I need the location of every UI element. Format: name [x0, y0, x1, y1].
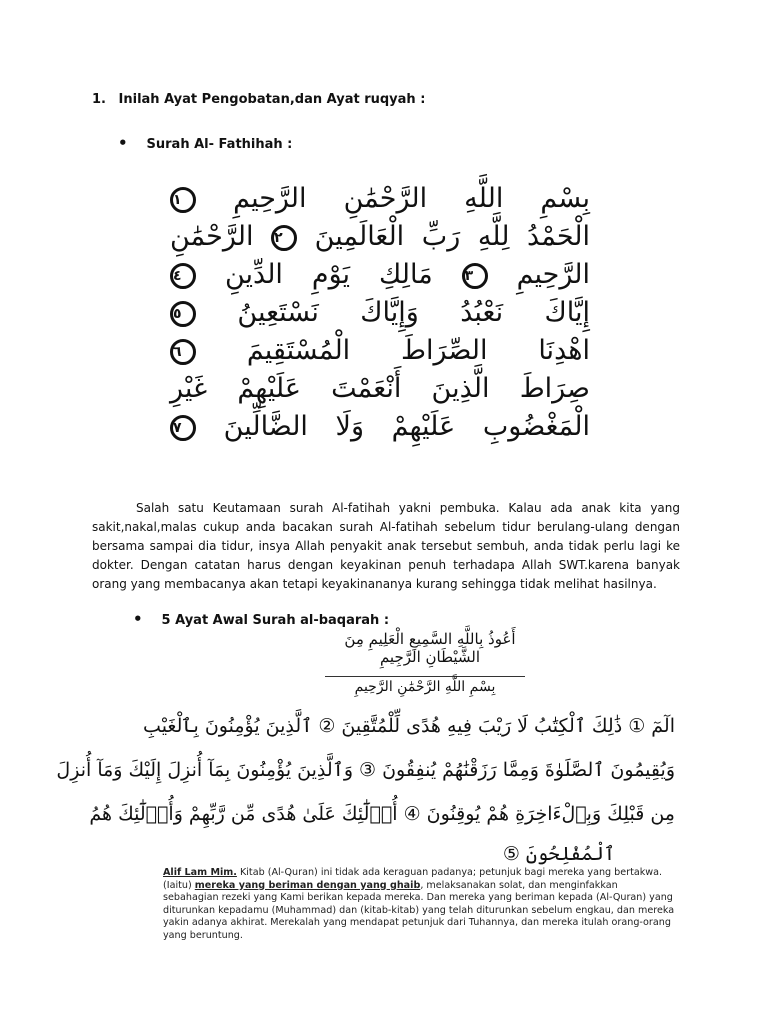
baqarah-verse-line: مِن قَبْلِكَ وَبِٱلْءَاخِرَةِ هُمْ يُوقِنُونَ ④ أُو۟لَٰٓئِكَ عَلَىٰ هُدًى مِّن رَّبِّهِمْ وَأُو۟لَٰٓئِكَ هُمُ: [89, 803, 675, 825]
basmalah-text: بِسْمِ اللَّهِ الرَّحْمَٰنِ الرَّحِيمِ: [325, 676, 525, 695]
fatihah-verse-line: [170, 180, 590, 218]
fatihah-verse-line: [170, 294, 590, 332]
bullet-fatihah: [118, 134, 292, 152]
fatihah-image: [170, 180, 590, 480]
verse-number: ٧: [170, 415, 196, 441]
paragraph-text: Salah satu Keutamaan surah Al-fatihah yakni pembuka. Kalau ada anak kita yang sakit,nakal,malas cukup anda bacakan surah Al-fatihah sebelum tidur berulang-ulang dengan bersama sampai dia tidur, insya Allah penyakit anak tersebut sembuh, anda tidak perlu lagi ke dokter. Dengan catatan harus dengan keyakinan penuh terhadapa Allah SWT.karena banyak orang yang membacanya akan tetapi keyakinananya kurang sehingga tidak melihat hasilnya.: [92, 501, 680, 591]
bullet-dot-icon: •: [118, 134, 128, 152]
translation-text: Kitab (Al-Quran) ini tidak ada keraguan padanya; petunjuk bagi mereka yang bertakwa. (Iaitu): [163, 867, 663, 891]
fatihah-verse-line: [170, 332, 590, 370]
baqarah-verse-line: ٱلْمُفْلِحُونَ ⑤: [502, 843, 615, 865]
fatihah-paragraph: [92, 499, 680, 594]
verse-number: ٣: [462, 263, 488, 289]
bullet-baqarah-label: 5 Ayat Awal Surah al-baqarah :: [161, 613, 390, 628]
translation-bold: mereka yang beriman dengan yang ghaib: [194, 879, 421, 891]
verse-text: اهْدِنَا الصِّرَاطَ الْمُسْتَقِيمَ: [246, 335, 590, 366]
verse-number: ٦: [170, 339, 196, 365]
section-heading: [92, 92, 425, 107]
verse-number: ١: [170, 187, 196, 213]
verse-text: إِيَّاكَ نَعْبُدُ وَإِيَّاكَ نَسْتَعِينُ: [237, 297, 590, 328]
bullet-fatihah-label: Surah Al- Fathihah :: [146, 137, 293, 152]
verse-text: الْمَغْضُوبِ عَلَيْهِمْ وَلَا الضَّالِّينَ: [223, 411, 591, 442]
translation-text: , melaksanakan solat, dan menginfakkan sebahagian rezeki yang Kami berikan kepada mereka. Dan mereka yang beriman kepada (Al-Quran) yang diturunkan kepadamu (Muhammad) dan (kitab-kitab) yang telah diturunkan sebelum engkau, dan mereka yakin adanya akhirat. Merekalah yang mendapat petunjuk dari Tuhannya, dan mereka itulah orang-orang yang beruntung.: [163, 879, 675, 941]
baqarah-translation: [163, 867, 675, 942]
verse-number: ٢: [271, 225, 297, 251]
verse-text: مَالِكِ يَوْمِ الدِّينِ: [224, 259, 433, 290]
heading-text: Inilah Ayat Pengobatan,dan Ayat ruqyah :: [118, 92, 426, 107]
verse-text: الرَّحِيمِ: [516, 259, 590, 290]
fatihah-verse-line: [170, 370, 590, 408]
bullet-dot-icon: •: [133, 610, 143, 628]
verse-number: ٤: [170, 263, 196, 289]
verse-text: بِسْمِ اللَّهِ الرَّحْمَٰنِ الرَّحِيمِ: [233, 183, 590, 214]
fatihah-verse-line: [170, 256, 590, 294]
bullet-baqarah: [133, 610, 389, 628]
verse-text: صِرَاطَ الَّذِينَ أَنْعَمْتَ عَلَيْهِمْ غَيْرِ: [170, 373, 590, 404]
heading-number: 1.: [92, 92, 106, 107]
fatihah-verse-line: [170, 218, 590, 256]
fatihah-verse-line: [170, 408, 590, 446]
taawudh-text: أَعُوذُ بِاللَّهِ السَّمِيعِ الْعَلِيمِ مِنَ الشَّيْطَانِ الرَّجِيمِ: [344, 630, 516, 666]
translation-bold: Alif Lam Mim.: [163, 867, 237, 878]
verse-text: الْحَمْدُ لِلَّهِ رَبِّ الْعَالَمِينَ: [314, 221, 590, 252]
baqarah-verse-line: الٓمٓ ① ذَٰلِكَ ٱلْكِتَٰبُ لَا رَيْبَ فِيهِ هُدًى لِّلْمُتَّقِينَ ② ٱلَّذِينَ يُؤْمِنُونَ بِٱلْغَيْبِ: [143, 715, 675, 737]
baqarah-verse-line: وَيُقِيمُونَ ٱلصَّلَوٰةَ وَمِمَّا رَزَقْنَٰهُمْ يُنفِقُونَ ③ وَٱلَّذِينَ يُؤْمِنُونَ بِمَآ أُنزِلَ إِلَيْكَ وَمَآ أُنزِلَ: [56, 759, 675, 781]
verse-number: ٥: [170, 301, 196, 327]
verse-text: الرَّحْمَٰنِ: [170, 221, 254, 252]
